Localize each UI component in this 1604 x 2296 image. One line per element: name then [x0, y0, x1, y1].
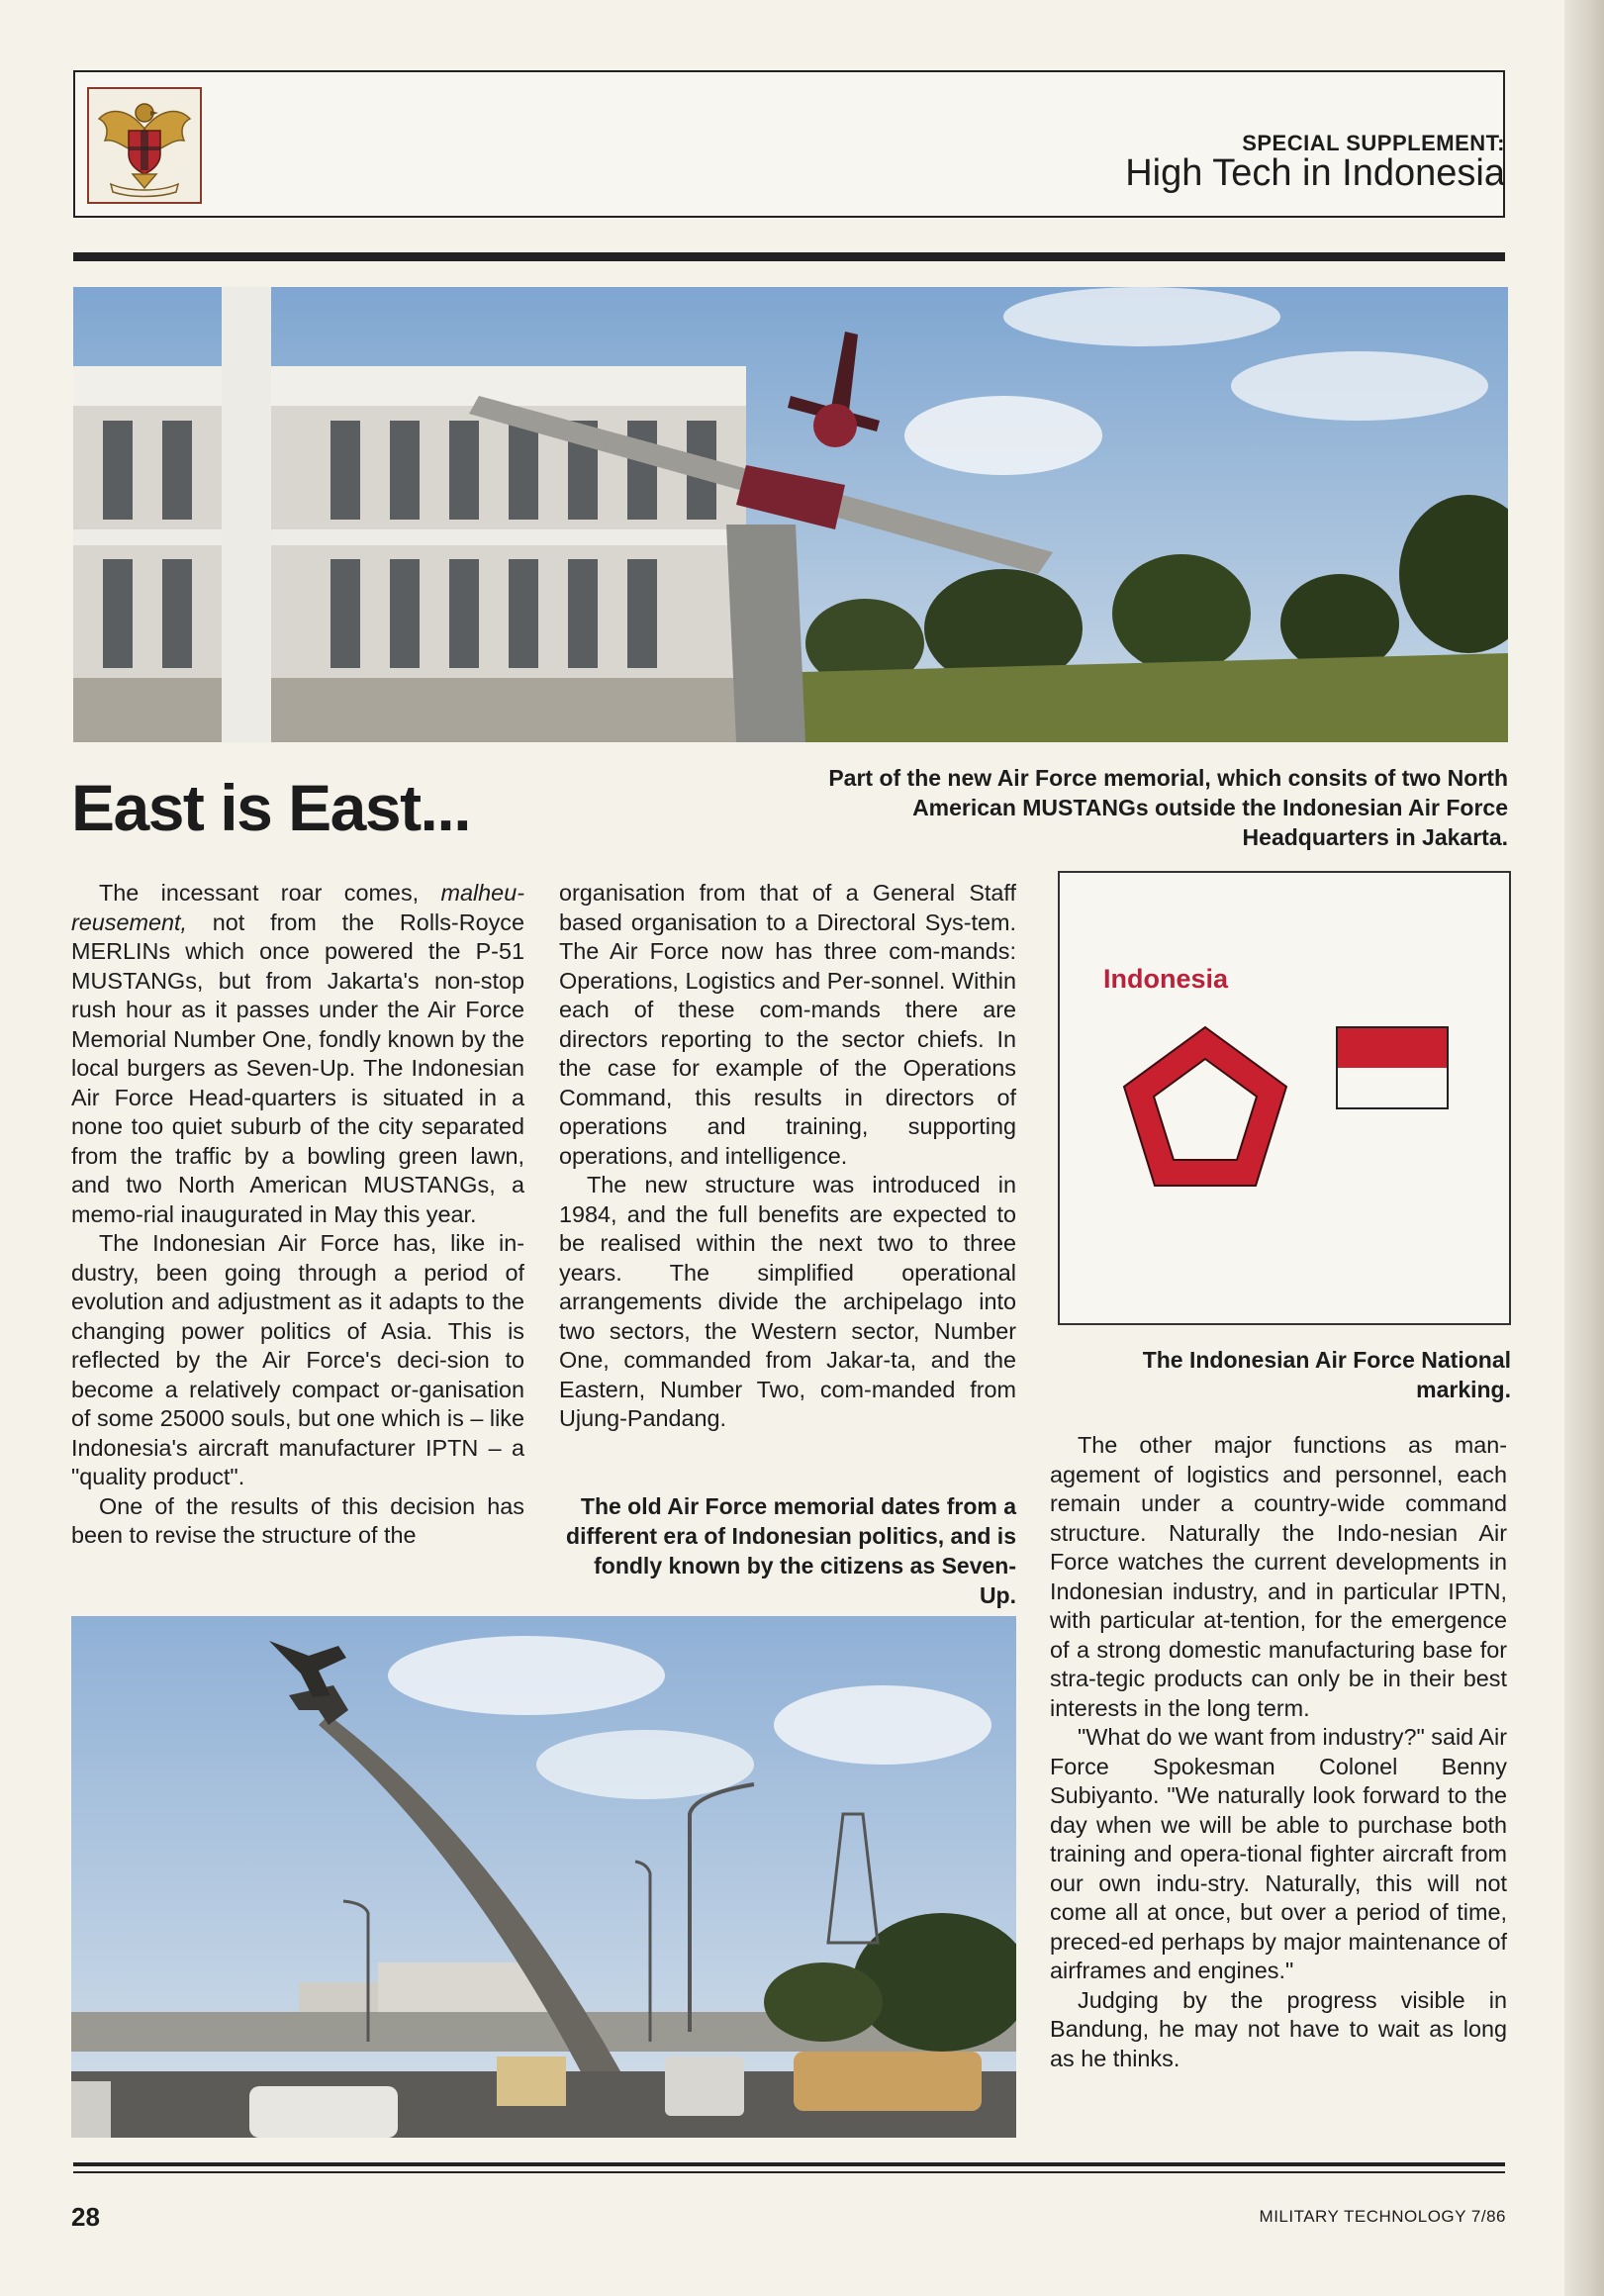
marking-caption: The Indonesian Air Force National marking. [1142, 1347, 1511, 1402]
col3-paragraph-2: "What do we want from industry?" said Air Force Spokesman Colonel Benny Subiyanto. "We naturally look forward to the day when we will be able to purchase both training and opera-tional fighter aircraft from our own indu-stry. Naturally, this will not come all at once, but over a period of time, preced-ed perhaps by major maintenance of airframes and engines." [1050, 1724, 1507, 1983]
col3-paragraph-3: Judging by the progress visible in Bandung, he may not have to wait as long as he thinks. [1050, 1986, 1507, 2071]
col1-paragraph-2: The Indonesian Air Force has, like in-dustry, been going through a period of evolution and adjustment as it adapts to the changing power politics of Asia. This is reflected by the Air Force's deci-sion to become a relatively compact or-ganisation of some 25000 souls, but one which is – like Indonesia's aircraft manufacturer IPTN – a "quality product". [71, 1230, 524, 1489]
page-number: 28 [71, 2202, 100, 2232]
roundel-pentagon-icon [1116, 1019, 1294, 1197]
publication-footer: MILITARY TECHNOLOGY 7/86 [1259, 2207, 1506, 2226]
article-column-1 [71, 879, 524, 1551]
supplement-title: High Tech in Indonesia [1125, 152, 1505, 194]
footer-rule-bottom [73, 2171, 1505, 2173]
article-column-2 [559, 879, 1016, 1434]
emblem-frame [87, 87, 202, 204]
article-headline: East is East... [71, 771, 471, 844]
page-spine-shadow [1564, 0, 1604, 2296]
col1-paragraph-3: One of the results of this decision has been to revise the structure of the [71, 1492, 524, 1548]
col2-paragraph-1: organisation from that of a General Staff based organisation to a Directoral Sys-tem. The Air Force now has three com-mands: Operations, Logistics and Per-sonnel. Within each of these com-mands there are directors reporting to the sector chiefs. In the case for example of the Operations Command, this results in directors of operations and training, supporting operations, and intelligence. [559, 880, 1016, 1169]
col3-paragraph-1: The other major functions as man-agement of logistics and personnel, each remain under a country-wide command structure. Naturally the Indo-nesian Air Force watches the current developments in Indonesian industry, and in particular IPTN, with particular at-tention, for the emergence of a strong domestic manufacturing base for stra-tegic products can only be in their best interests in the long term. [1050, 1432, 1507, 1721]
marking-country-label: Indonesia [1103, 964, 1229, 994]
seven-up-memorial-photo [71, 1616, 1016, 2138]
fin-flag-icon [1336, 1026, 1449, 1109]
middle-photo-caption: The old Air Force memorial dates from a different era of Indonesian politics, and is fondly known by the citizens as Seven-Up. [566, 1493, 1016, 1608]
supplement-label: SPECIAL SUPPLEMENT: [1242, 131, 1505, 155]
col1-paragraph-1: The incessant roar comes, malheu-reusement, not from the Rolls-Royce MERLINs which once powered the P-51 MUSTANGs, but from Jakarta's non-stop rush hour as it passes under the Air Force Memorial Number One, fondly known by the local burgers as Seven-Up. The Indonesian Air Force Head-quarters is situated in a none too quiet suburb of the city separated from the traffic by a bowling green lawn, and two North American MUSTANGs, a memo-rial inaugurated in May this year. [71, 880, 524, 1227]
garuda-emblem-icon [89, 89, 200, 202]
top-photo-caption: Part of the new Air Force memorial, which consits of two North American MUSTANGs outside the Indonesian Air Force Headquarters in Jakarta. [828, 765, 1508, 850]
article-column-3 [1050, 1431, 1507, 2073]
col2-paragraph-2: The new structure was introduced in 1984, and the full benefits are expected to be realised within the next two to three years. The simplified operational arrangements divide the archipelago into two sectors, the Western sector, Number One, commanded from Jakar-ta, and the Eastern, Number Two, com-manded from Ujung-Pandang. [559, 1172, 1016, 1431]
header-rule [73, 252, 1505, 261]
air-force-hq-photo [73, 287, 1508, 742]
footer-rule-top [73, 2162, 1505, 2166]
